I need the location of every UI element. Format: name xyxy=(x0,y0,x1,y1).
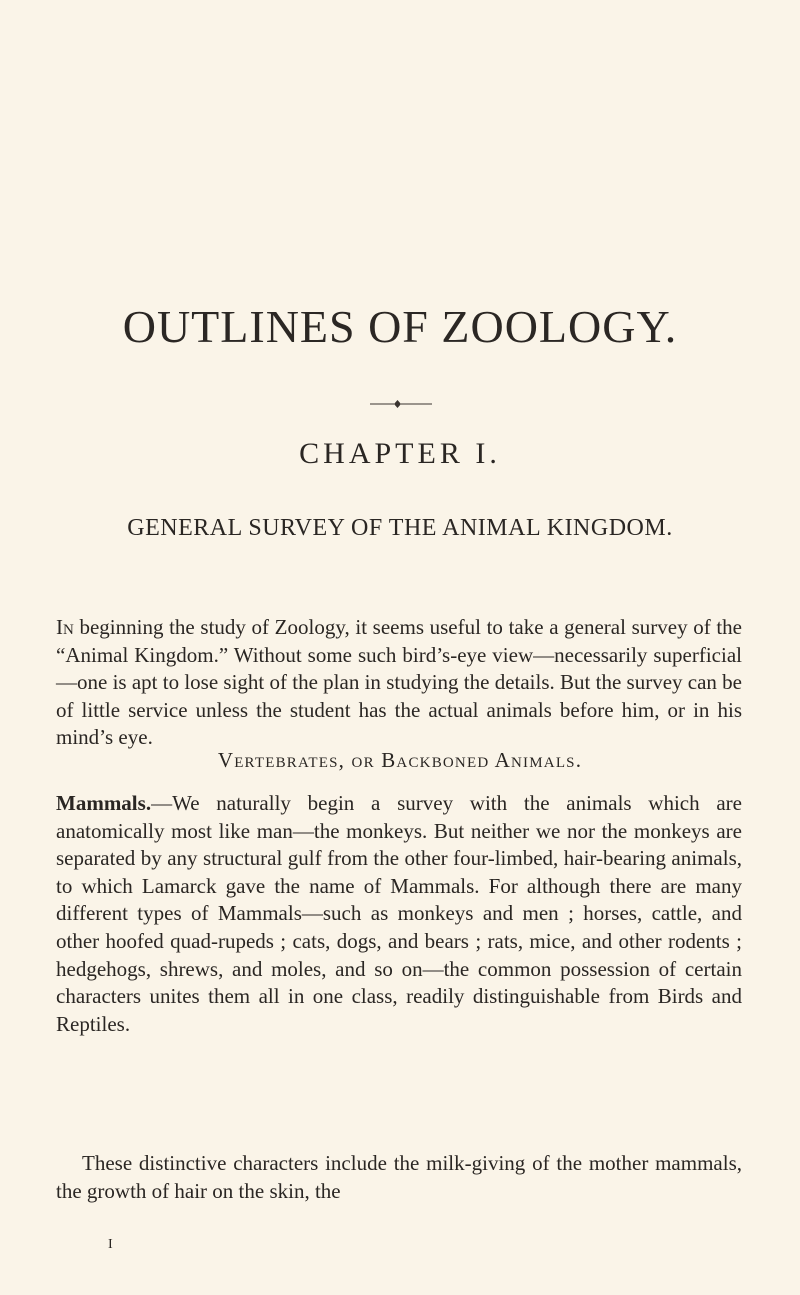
mammals-lead: Mammals. xyxy=(56,791,152,815)
mammals-paragraph xyxy=(56,790,742,1038)
section-heading: Vertebrates, or Backboned Animals. xyxy=(217,748,583,772)
distinctive-paragraph: These distinctive characters include the milk-giving of the mother mammals, the growth of hair on the skin, the xyxy=(56,1151,742,1203)
intro-first-word: In xyxy=(56,615,74,639)
signature-mark: I xyxy=(108,1237,113,1252)
intro-text: beginning the study of Zoology, it seems useful to take a general survey of the “Animal Kingdom.” Without some such bird’s-eye view—necessarily superficial—one is apt to lose sight of the plan in studying the details. But the survey can be of little service unless the student has the actual animals before him, or in his mind’s eye. xyxy=(56,615,742,750)
ornament-divider-icon xyxy=(370,399,432,409)
book-title: OUTLINES OF ZOOLOGY. xyxy=(122,301,678,352)
mammals-text: —We naturally begin a survey with the animals which are anatomically most like man—the monkeys. But neither we nor the monkeys are separated by any structural gulf from the other four-limbed, hair-bearing animals, to which Lamarck gave the name of Mammals. For although there are many different types of Mammals—such as monkeys and men ; horses, cattle, and other hoofed quad-rupeds ; cats, dogs, and bears ; rats, mice, and other rodents ; hedgehogs, shrews, and moles, and so on—the common possession of certain characters unites them all in one class, readily distinguishable from Birds and Reptiles. xyxy=(56,791,742,1036)
chapter-heading: CHAPTER I. xyxy=(299,437,501,470)
chapter-title: GENERAL SURVEY OF THE ANIMAL KINGDOM. xyxy=(127,515,673,541)
intro-paragraph xyxy=(56,614,742,752)
